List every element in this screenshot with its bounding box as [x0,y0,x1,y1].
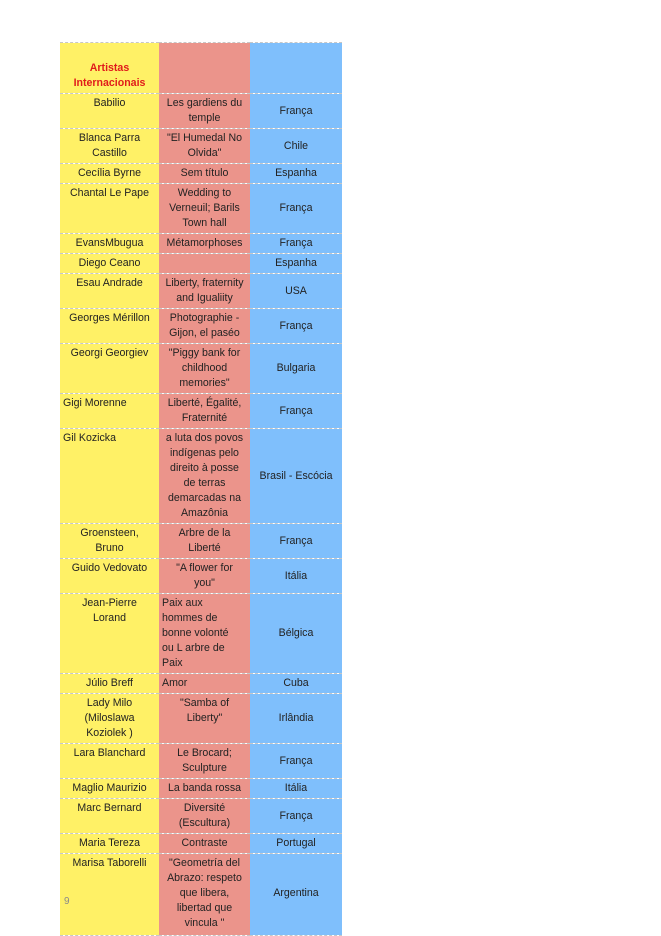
work-cell: Le Brocard; Sculpture [159,744,250,779]
artist-cell: Cecília Byrne [60,164,159,184]
work-cell: "A flower for you" [159,559,250,594]
header-title: Artistas Internacionais [60,43,159,94]
table-row [60,524,342,559]
artist-cell: Georges Mérillon [60,309,159,344]
table-row [60,594,342,674]
country-cell: USA [250,274,342,309]
country-cell: França [250,234,342,254]
work-cell: Les gardiens du temple [159,94,250,129]
work-cell: Liberty, fraternity and Igualiity [159,274,250,309]
country-cell: Espanha [250,164,342,184]
artist-cell: Maglio Maurizio [60,779,159,799]
country-cell: Itália [250,779,342,799]
artist-cell: Lara Blanchard [60,744,159,779]
table-row [60,779,342,799]
artist-cell: Georgi Georgiev [60,344,159,394]
work-cell: Liberté, Égalité, Fraternité [159,394,250,429]
work-cell: Sem título [159,164,250,184]
artist-cell: Chantal Le Pape [60,184,159,234]
table-row [60,184,342,234]
artist-cell: Maria Tereza [60,834,159,854]
work-cell: Paix aux hommes de bonne volonté ou L arbre de Paix [159,594,250,674]
country-cell: França [250,744,342,779]
table-row [60,274,342,309]
work-cell: "Samba of Liberty" [159,694,250,744]
table-row [60,164,342,184]
country-cell: Irlândia [250,694,342,744]
table-row [60,694,342,744]
country-cell: Cuba [250,674,342,694]
table-row [60,254,342,274]
artist-cell: Marisa Taborelli [60,854,159,936]
work-cell: "Piggy bank for childhood memories" [159,344,250,394]
work-cell: Amor [159,674,250,694]
work-cell [159,254,250,274]
artist-cell: Babilio [60,94,159,129]
table-body [60,43,342,936]
country-cell: Bélgica [250,594,342,674]
header-work-cell [159,43,250,94]
country-cell: França [250,94,342,129]
country-cell: França [250,184,342,234]
artist-cell: Esau Andrade [60,274,159,309]
table-row [60,234,342,254]
work-cell: La banda rossa [159,779,250,799]
work-cell: Métamorphoses [159,234,250,254]
table-row [60,429,342,524]
artist-cell: Gil Kozicka [60,429,159,524]
artist-cell: Marc Bernard [60,799,159,834]
table-row [60,854,342,936]
work-cell: Arbre de la Liberté [159,524,250,559]
work-cell: Contraste [159,834,250,854]
work-cell: a luta dos povos indígenas pelo direito à posse de terras demarcadas na Amazônia [159,429,250,524]
page-number: 9 [64,896,70,907]
artist-cell: Gigi Morenne [60,394,159,429]
work-cell: "El Humedal No Olvida" [159,129,250,164]
table-row [60,674,342,694]
table-row [60,744,342,779]
country-cell: Bulgaria [250,344,342,394]
header-country-cell [250,43,342,94]
table-row [60,129,342,164]
work-cell: "Geometría del Abrazo: respeto que libera, libertad que vincula " [159,854,250,936]
table-row [60,94,342,129]
artist-cell: Jean-Pierre Lorand [60,594,159,674]
table-row [60,394,342,429]
country-cell: França [250,524,342,559]
table-row [60,559,342,594]
country-cell: Brasil - Escócia [250,429,342,524]
country-cell: Portugal [250,834,342,854]
artist-cell: Lady Milo (Miloslawa Koziolek ) [60,694,159,744]
table-row [60,344,342,394]
country-cell: França [250,799,342,834]
artist-cell: Júlio Breff [60,674,159,694]
country-cell: Itália [250,559,342,594]
artist-cell: EvansMbugua [60,234,159,254]
artist-cell: Guido Vedovato [60,559,159,594]
artists-table [60,42,342,936]
work-cell: Wedding to Verneuil; Barils Town hall [159,184,250,234]
table-row [60,799,342,834]
artist-cell: Groensteen, Bruno [60,524,159,559]
country-cell: França [250,309,342,344]
work-cell: Photographie - Gijon, el paséo [159,309,250,344]
table-header-row [60,43,342,94]
country-cell: França [250,394,342,429]
country-cell: Argentina [250,854,342,936]
table-row [60,834,342,854]
country-cell: Chile [250,129,342,164]
table-row [60,309,342,344]
artist-cell: Blanca Parra Castillo [60,129,159,164]
artist-cell: Diego Ceano [60,254,159,274]
country-cell: Espanha [250,254,342,274]
work-cell: Diversité (Escultura) [159,799,250,834]
